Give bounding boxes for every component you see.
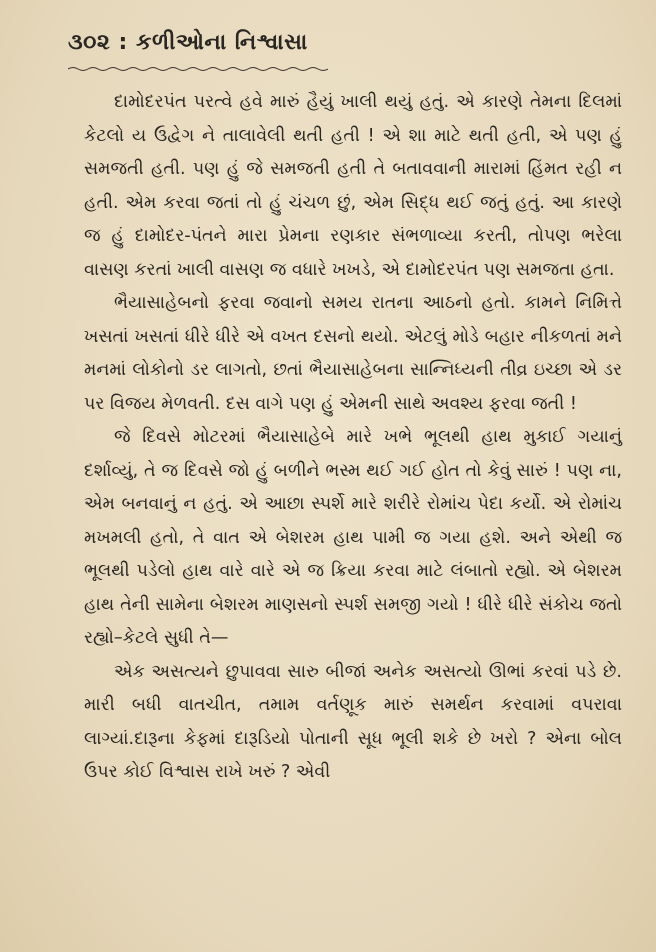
paragraph-3: જે દિવસે મોટરમાં ભૈયાસાહેબે મારે ખભે ભૂલથી હાથ મુકાઈ ગયાનું દર્શાવ્યું, તે જ દિવસે જો હું બળીને ભસ્મ થઈ ગઈ હોત તો કેવું સારું ! પણ ના, એમ બનવાનું ન હતું. એ આછા સ્પર્શે મારે શરીરે રોમાંચ પેદા કર્યો. એ રોમાંચ મખમલી હતો, તે વાત એ બેશરમ હાથ પામી જ ગયા હશે. અને એથી જ ભૂલથી પડેલો હાથ વારે વારે એ જ ક્રિયા કરવા માટે લંબાતો રહ્યો. એ બેશરમ હાથ તેની સામેના બેશરમ માણસનો સ્પર્શ સમજી ગયો ! ધીરે ધીરે સંકોચ જતો રહ્યો–કેટલે સુધી તે—	[84, 427, 622, 648]
paragraph-2: ભૈયાસાહેબનો ફરવા જવાનો સમય રાતના આઠનો હતો. કામને નિમિત્તે ખસતાં ખસતાં ધીરે ધીરે એ વખત દસનો થયો. એટલું મોડે બહાર નીકળતાં મને મનમાં લોકોનો ડર લાગતો, છતાં ભૈયાસાહેબના સાન્નિધ્યની તીવ્ર ઇચ્છા એ ડર પર વિજય મેળવતી. દસ વાગે પણ હું એમની સાથે અવશ્ય ફરવા જતી !	[84, 293, 622, 414]
paragraph-1: દામોદરપંત પરત્વે હવે મારું હૈયું ખાલી થયું હતું. એ કારણે તેમના દિલમાં કેટલો ય ઉદ્વેગ ને તાલાવેલી થતી હતી ! એ શા માટે થતી હતી, એ પણ હું સમજતી હતી. પણ હું જે સમજતી હતી તે બતાવવાની મારામાં હિંમત રહી ન હતી. એમ કરવા જતાં તો હું ચંચળ છું, એમ સિદ્ધ થઈ જતું હતું. આ કારણે જ હું દામોદર-પંતને મારા પ્રેમના રણકાર સંભળાવ્યા કરતી, તોપણ ભરેલા વાસણ કરતાં ખાલી વાસણ જ વધારે ખખડે, એ દામોદરપંત પણ સમજતા હતા.	[84, 92, 622, 280]
chapter-title: કળીઓના નિશ્વાસા	[135, 30, 308, 55]
running-header	[68, 30, 568, 55]
header-separator: :	[118, 30, 128, 55]
paragraph-4: એક અસત્યને છુપાવવા સારુ બીજાં અનેક અસત્યો ઊભાં કરવાં પડે છે. મારી બધી વાતચીત, તમામ વર્તણૂક મારું સમર્થન કરવામાં વપરાવા લાગ્યાં.દારૂના કેફમાં દારૂડિયો પોતાની સૂધ ભૂલી શકે છે ખરો ? એના બોલ ઉપર કોઈ વિશ્વાસ રાખે ખરું ? એવી	[84, 661, 622, 782]
header-wavy-rule	[68, 66, 328, 72]
body-text	[84, 86, 622, 790]
page-number: ૩૦૨	[68, 30, 111, 55]
